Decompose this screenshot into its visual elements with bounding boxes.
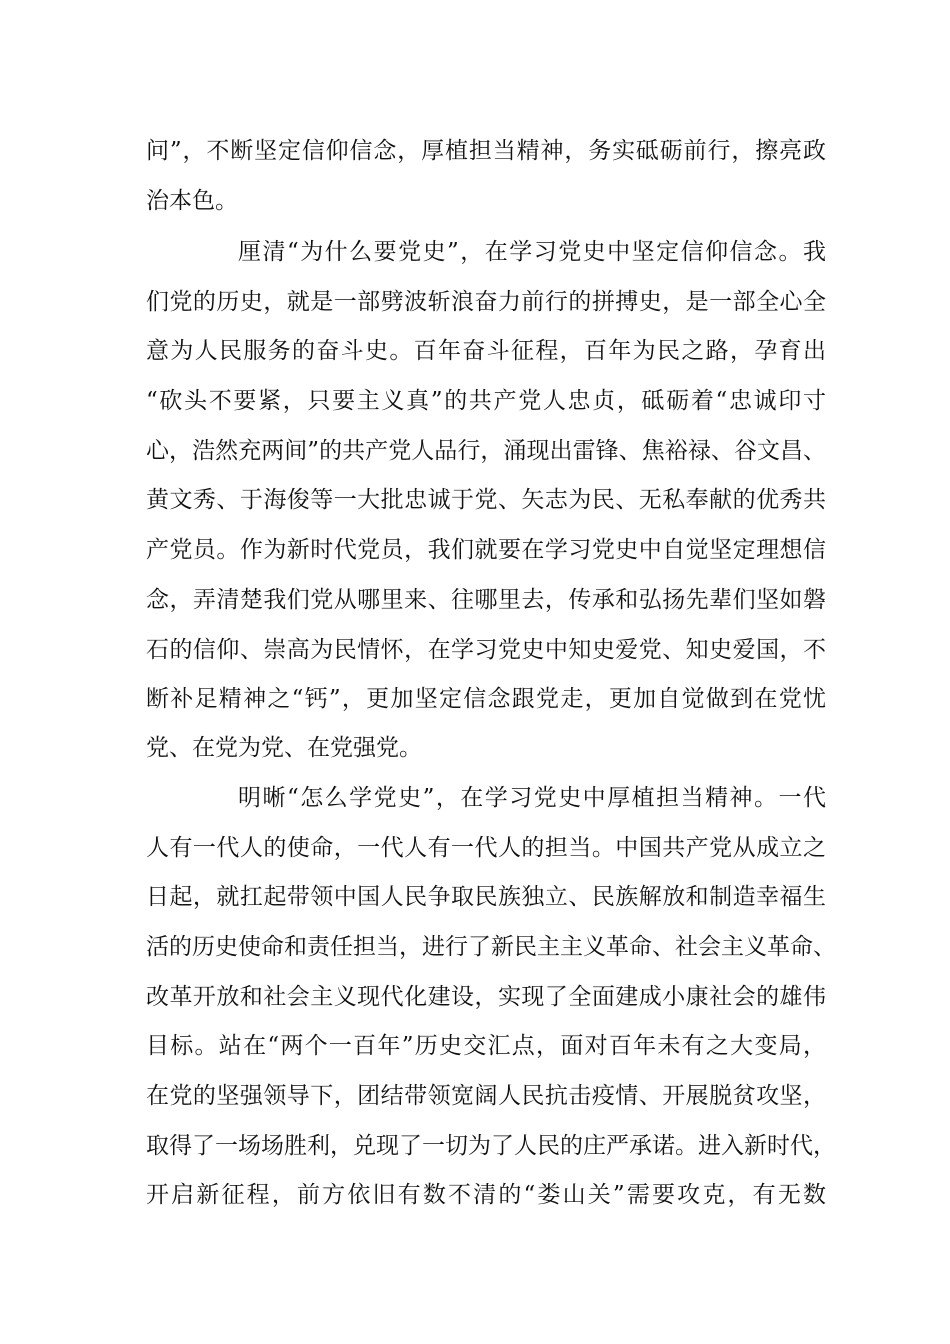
text-line: 党、在党为党、在党强党。 xyxy=(146,735,422,761)
text-line: 石的信仰、崇高为民情怀，在学习党史中知史爱党、知史爱国，不 xyxy=(146,637,826,663)
text-line: 断补足精神之“钙”，更加坚定信念跟党走，更加自觉做到在党忧 xyxy=(146,686,826,712)
text-line: 开启新征程，前方依旧有数不清的“娄山关”需要攻克，有无数 xyxy=(146,1182,826,1208)
text-line: 目标。站在“两个一百年”历史交汇点，面对百年未有之大变局， xyxy=(146,1033,826,1059)
text-line: 们党的历史，就是一部劈波斩浪奋力前行的拼搏史，是一部全心全 xyxy=(146,289,826,315)
text-line: 问”，不断坚定信仰信念，厚植担当精神，务实砥砺前行，擦亮政 xyxy=(146,138,826,164)
text-line: 黄文秀、于海俊等一大批忠诚于党、矢志为民、无私奉献的优秀共 xyxy=(146,487,826,513)
text-line: 人有一代人的使命，一代人有一代人的担当。中国共产党从成立之 xyxy=(146,835,826,861)
text-line: “砍头不要紧，只要主义真”的共产党人忠贞，砥砺着“忠诚印寸 xyxy=(146,388,826,414)
text-line: 改革开放和社会主义现代化建设，实现了全面建成小康社会的雄伟 xyxy=(146,984,826,1010)
text-line: 活的历史使命和责任担当，进行了新民主主义革命、社会主义革命、 xyxy=(146,934,836,960)
paragraph-first-line: 明晰“怎么学党史”，在学习党史中厚植担当精神。一代 xyxy=(238,785,826,811)
text-line: 心，浩然充两间”的共产党人品行，涌现出雷锋、焦裕禄、谷文昌、 xyxy=(146,438,826,464)
text-line: 念，弄清楚我们党从哪里来、往哪里去，传承和弘扬先辈们坚如磐 xyxy=(146,587,826,613)
text-line: 日起，就扛起带领中国人民争取民族独立、民族解放和制造幸福生 xyxy=(146,884,826,910)
text-line: 产党员。作为新时代党员，我们就要在学习党史中自觉坚定理想信 xyxy=(146,537,826,563)
text-line: 意为人民服务的奋斗史。百年奋斗征程，百年为民之路，孕育出 xyxy=(146,338,826,364)
text-line: 取得了一场场胜利，兑现了一切为了人民的庄严承诺。进入新时代， xyxy=(146,1133,836,1159)
text-line: 治本色。 xyxy=(146,188,238,214)
text-line: 在党的坚强领导下，团结带领宽阔人民抗击疫情、开展脱贫攻坚， xyxy=(146,1083,826,1109)
paragraph-first-line: 厘清“为什么要党史”，在学习党史中坚定信仰信念。我 xyxy=(238,239,826,265)
